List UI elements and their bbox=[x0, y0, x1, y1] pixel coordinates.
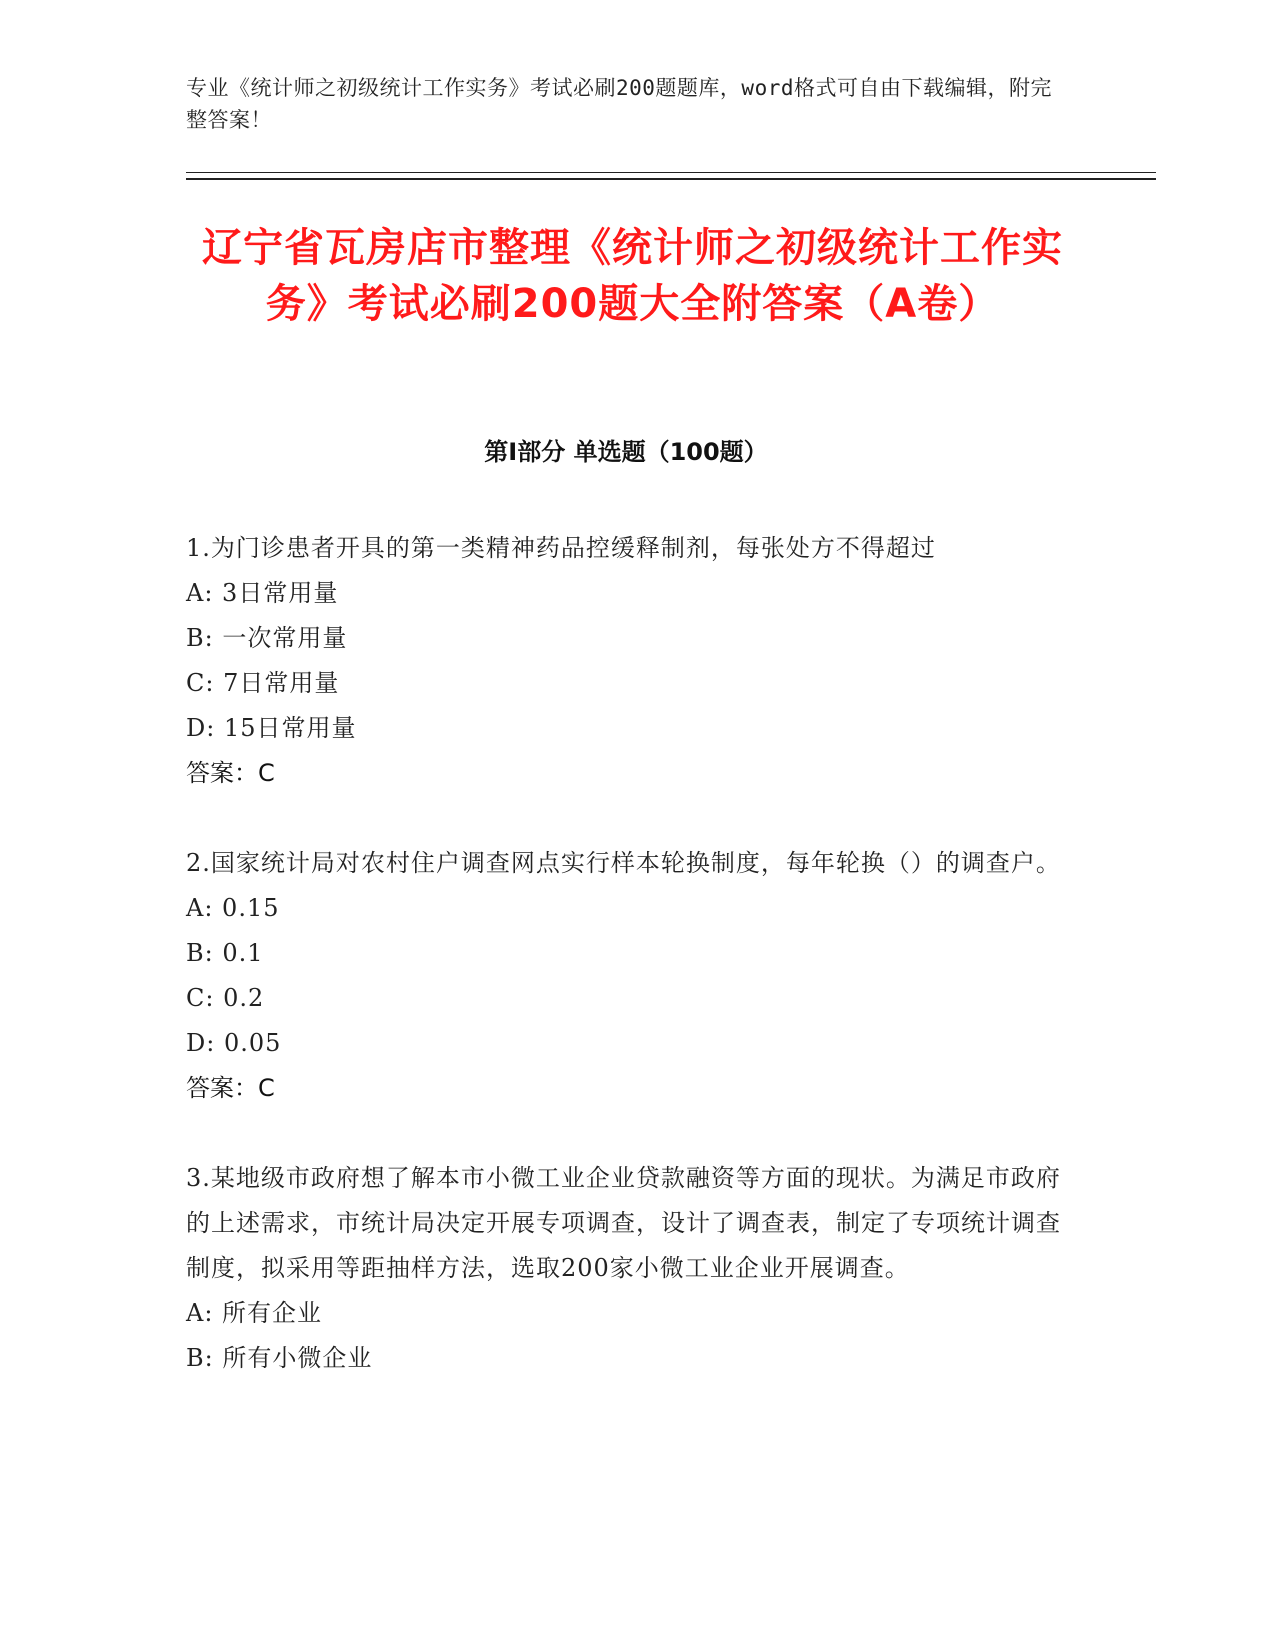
question-answer: 答案：C bbox=[186, 1074, 275, 1102]
header-divider-thick bbox=[186, 178, 1156, 180]
question-option: D: 0.05 bbox=[186, 1029, 282, 1057]
question-option: B: 一次常用量 bbox=[186, 624, 348, 652]
question-option: A: 3日常用量 bbox=[186, 579, 339, 607]
question-item bbox=[186, 1156, 1066, 1381]
question-option: A: 0.15 bbox=[186, 894, 280, 922]
question-stem: 2.国家统计局对农村住户调查网点实行样本轮换制度，每年轮换（）的调查户。 bbox=[186, 849, 1061, 877]
question-answer: 答案：C bbox=[186, 759, 275, 787]
question-list bbox=[186, 526, 1066, 1426]
question-option: C: 7日常用量 bbox=[186, 669, 340, 697]
header-divider-thin bbox=[186, 172, 1156, 173]
question-option: D: 15日常用量 bbox=[186, 714, 357, 742]
question-option: B: 0.1 bbox=[186, 939, 264, 967]
question-stem: 1.为门诊患者开具的第一类精神药品控缓释制剂，每张处方不得超过 bbox=[186, 534, 936, 562]
section-title: 第I部分 单选题（100题） bbox=[484, 438, 768, 466]
question-option: A: 所有企业 bbox=[186, 1299, 323, 1327]
header-note: 专业《统计师之初级统计工作实务》考试必刷200题题库，word格式可自由下载编辑，附完整答案！ bbox=[186, 76, 1052, 132]
question-item bbox=[186, 526, 1066, 796]
question-item bbox=[186, 841, 1066, 1111]
question-stem: 3.某地级市政府想了解本市小微工业企业贷款融资等方面的现状。为满足市政府的上述需求，市统计局决定开展专项调查，设计了调查表，制定了专项统计调查制度，拟采用等距抽样方法，选取200家小微工业企业开展调查。 bbox=[186, 1164, 1061, 1282]
question-option: C: 0.2 bbox=[186, 984, 265, 1012]
question-option: B: 所有小微企业 bbox=[186, 1344, 373, 1372]
document-title: 辽宁省瓦房店市整理《统计师之初级统计工作实务》考试必刷200题大全附答案（A卷） bbox=[202, 225, 1063, 327]
